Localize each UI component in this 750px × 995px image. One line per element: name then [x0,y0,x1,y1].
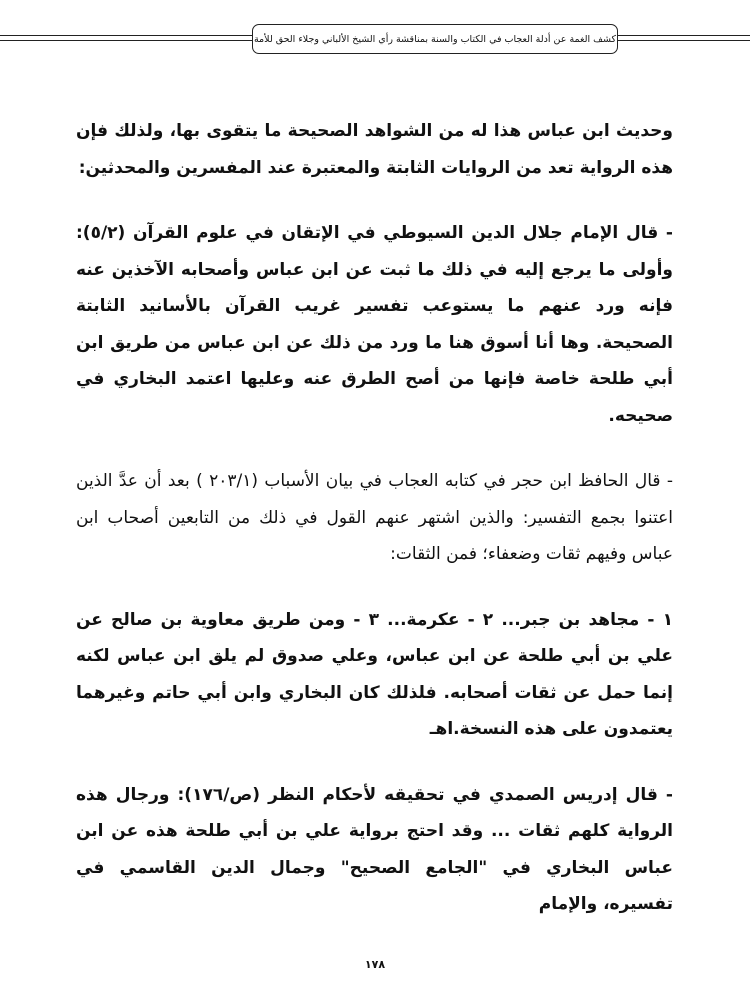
page-number: ١٧٨ [364,958,386,971]
paragraph-samadi-quote: - قال إدريس الصمدي في تحقيقه لأحكام النظر (ص/١٧٦): ورجال هذه الرواية كلهم ثقات ... وقد احتج برواية علي بن أبي طلحة هذه عن ابن عباس البخاري في "الجامع الصحيح" وجمال الدين القاسمي في تفسيره، والإمام [76,784,673,914]
header-rule-left-bottom [0,40,252,41]
header-rule-left-top [0,35,252,36]
paragraph-ibn-hajar-quote: - قال الحافظ ابن حجر في كتابه العجاب في بيان الأسباب (٢٠٣/١ ) بعد أن عدَّ الذين اعتنوا بجمع التفسير: والذين اشتهر عنهم القول في ذلك من التابعين أصحاب ابن عباس وفيهم ثقات وضعفاء؛ فمن الثقات: [76,471,674,564]
paragraph-narrators-list: ١ - مجاهد بن جبر... ٢ - عكرمة... ٣ - ومن طريق معاوية بن صالح عن علي بن أبي طلحة عن ابن عباس، وعلي صدوق لم يلق ابن عباس لكنه إنما حمل عن ثقات أصحابه. فلذلك كان البخاري وابن أبي حاتم وغيرهما يعتمدون على هذه النسخة.اهـ [76,609,673,739]
running-header [0,22,750,58]
header-rule-right-bottom [618,40,750,41]
paragraph-suyuti-quote: - قال الإمام جلال الدين السيوطي في الإتقان في علوم القرآن (٥/٢): وأولى ما يرجع إليه في ذلك ما ثبت عن ابن عباس وأصحابه الآخذين عنه فإنه ورد عنهم ما يستوعب تفسير غريب القرآن بالأسانيد الثابتة الصحيحة. وها أنا أسوق هنا ما ورد من ذلك عن ابن عباس من طريق ابن أبي طلحة خاصة فإنها من أصح الطرق عنه وعليها اعتمد البخاري في صحيحه. [76,223,673,426]
book-title: كشف الغمة عن أدلة العجاب في الكتاب والسنة بمناقشة رأي الشيخ الألباني وجلاء الحق للأمة [253,33,617,45]
header-rule-right-top [618,35,750,36]
page-body [76,113,673,952]
header-title-box [252,24,618,54]
paragraph-intro: وحديث ابن عباس هذا له من الشواهد الصحيحة ما يتقوى بها، ولذلك فإن هذه الرواية تعد من الروايات الثابتة والمعتبرة عند المفسرين والمحدثين: [76,121,673,178]
